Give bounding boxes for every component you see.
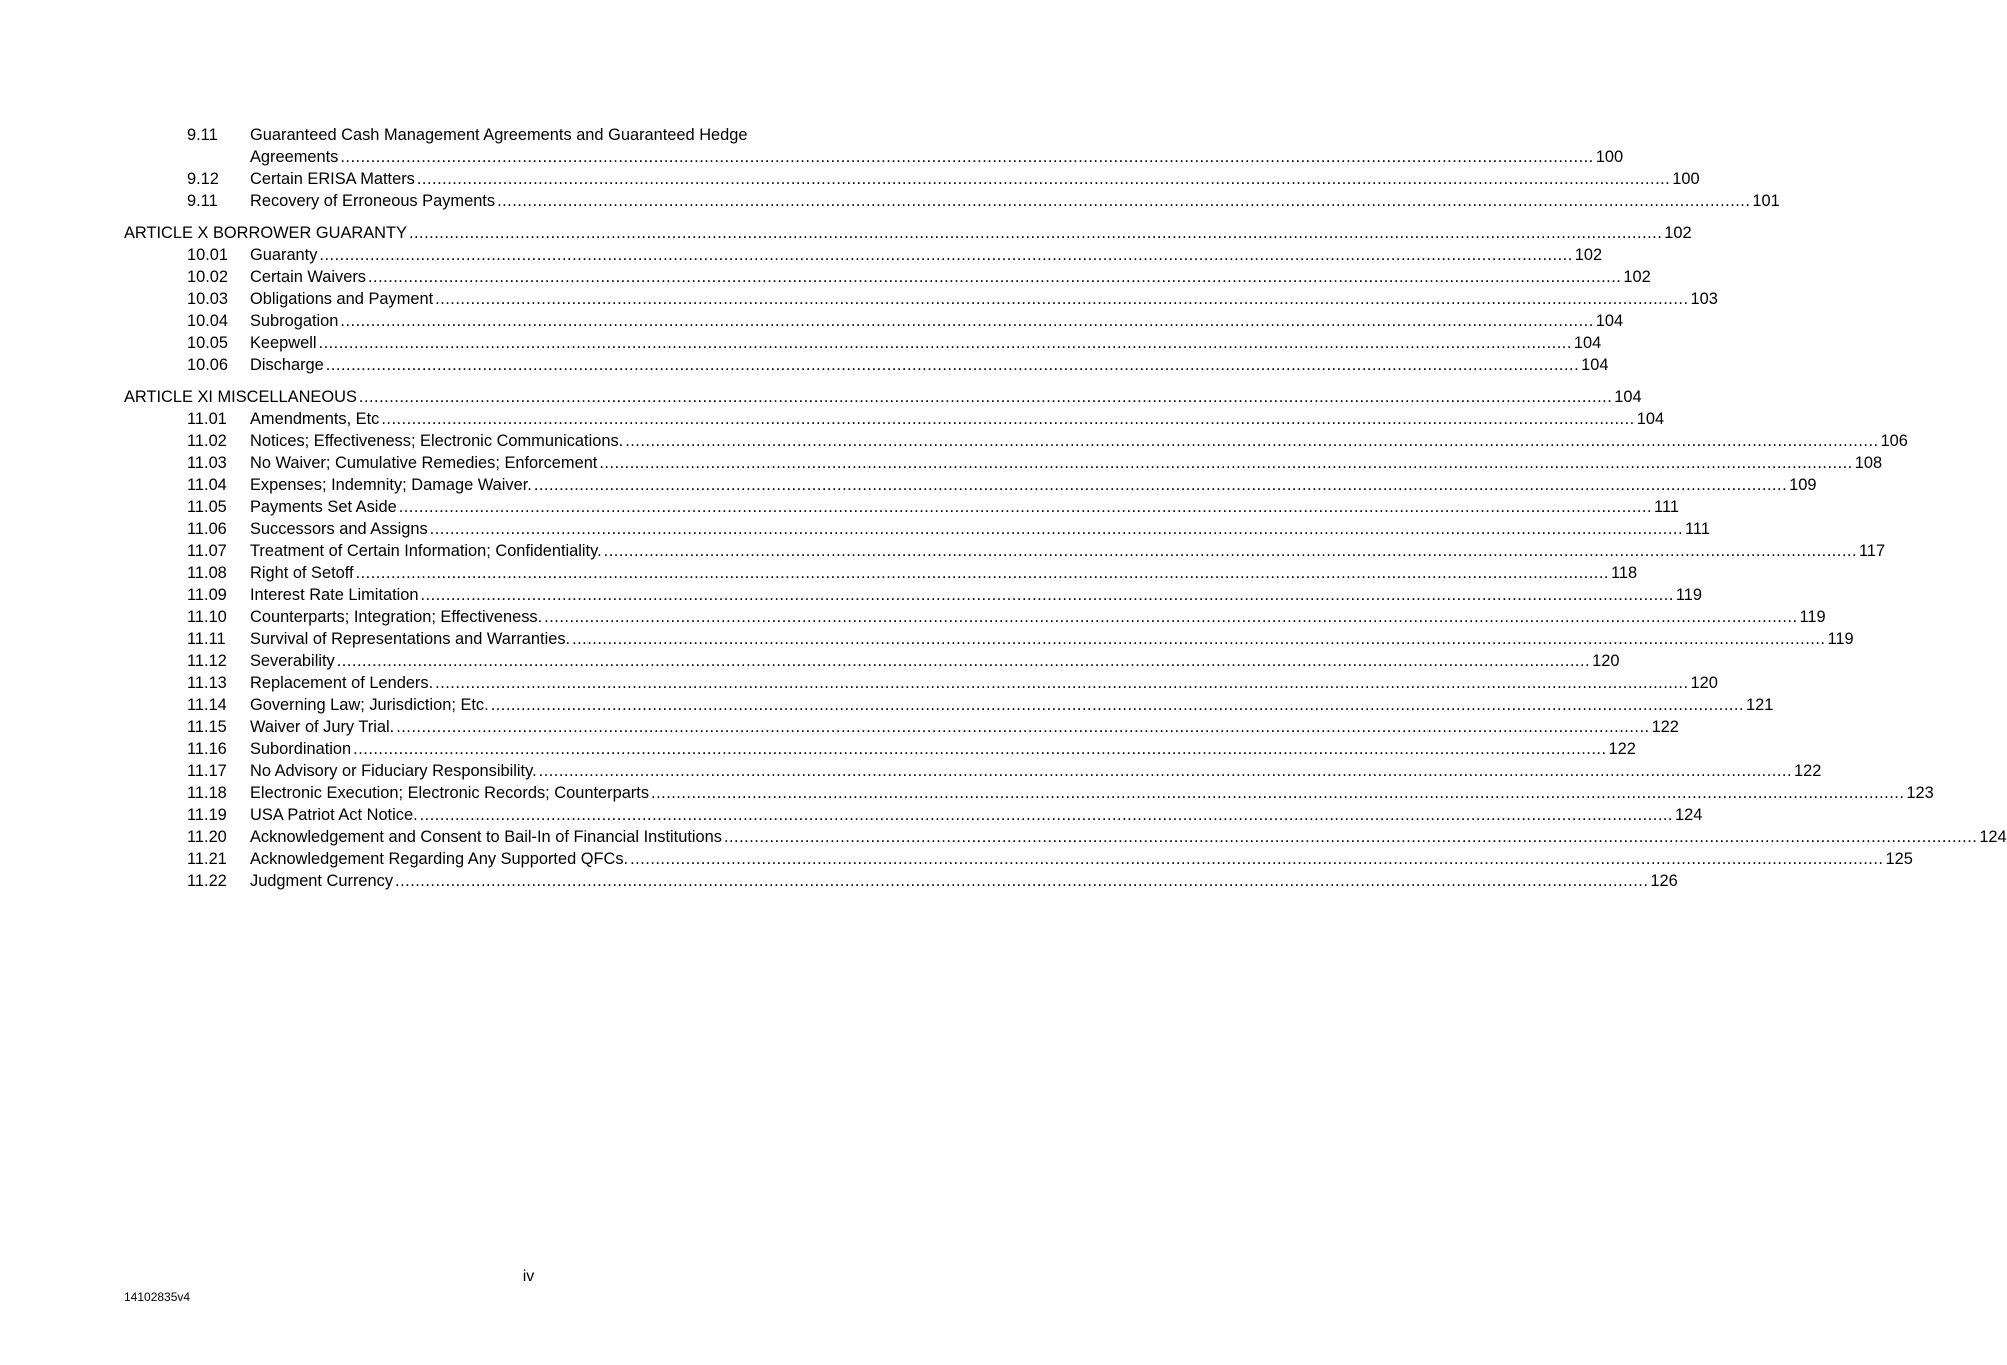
toc-entry-number: 11.04 — [187, 476, 227, 494]
toc-entry-page: 117 — [1859, 542, 1886, 560]
toc-entry[interactable] — [124, 190, 1780, 212]
toc-entry[interactable] — [124, 310, 1624, 332]
toc-entry[interactable] — [124, 332, 1602, 354]
page-number: iv — [522, 1268, 535, 1285]
toc-entry-page: 124 — [1674, 806, 1703, 824]
toc-entry-title: Keepwell — [250, 334, 317, 352]
toc-entry-page: 103 — [1690, 290, 1718, 308]
toc-entry-page: 108 — [1854, 454, 1883, 472]
toc-entry[interactable] — [124, 244, 1603, 266]
dot-leader — [534, 474, 1787, 496]
toc-entry-title: Guaranteed Cash Management Agreements and Guaranteed Hedge — [250, 126, 748, 144]
toc-entry-number: 11.03 — [187, 454, 227, 472]
dot-leader — [599, 452, 1852, 474]
toc-entry-page: 118 — [1610, 564, 1638, 582]
toc-entry[interactable] — [124, 650, 1620, 672]
dot-leader — [435, 288, 1688, 310]
toc-entry-number: 10.02 — [187, 268, 229, 286]
document-id: 14102835v4 — [124, 1290, 191, 1304]
toc-entry-number: 11.15 — [187, 718, 227, 736]
toc-entry-number: 11.10 — [187, 608, 227, 626]
toc-entry-page: 126 — [1650, 872, 1678, 890]
article-page: 102 — [1664, 224, 1692, 242]
toc-entry-title: Agreements — [250, 148, 339, 166]
toc-entry-page: 124 — [1979, 828, 2007, 846]
toc-entry-title: Treatment of Certain Information; Confidentiality. — [250, 542, 602, 560]
toc-entry[interactable] — [124, 496, 1679, 518]
dot-leader — [395, 870, 1648, 892]
dot-leader — [630, 848, 1883, 870]
toc-entry[interactable] — [124, 168, 1700, 190]
dot-leader — [572, 628, 1825, 650]
toc-entry[interactable] — [124, 694, 1774, 716]
toc-entry-title: Subrogation — [250, 312, 339, 330]
dot-leader — [651, 782, 1904, 804]
toc-entry-number: 11.11 — [187, 630, 226, 648]
toc-entry[interactable] — [124, 738, 1636, 760]
toc-entry-page: 111 — [1685, 520, 1710, 538]
toc-entry-title: Successors and Assigns — [250, 520, 428, 538]
toc-entry-title: Governing Law; Jurisdiction; Etc. — [250, 696, 489, 714]
toc-entry[interactable] — [124, 826, 2007, 848]
dot-leader — [353, 738, 1606, 760]
toc-entry-number: 11.01 — [187, 410, 227, 428]
toc-entry[interactable] — [124, 782, 1934, 804]
dot-leader — [421, 584, 1674, 606]
toc-entry-number: 11.13 — [187, 674, 227, 692]
dot-leader — [430, 518, 1683, 540]
dot-leader — [497, 190, 1750, 212]
article-title: ARTICLE XI MISCELLANEOUS — [124, 388, 357, 406]
toc-entry-title: Certain Waivers — [250, 268, 366, 286]
toc-entry[interactable] — [124, 124, 1624, 168]
toc-entry-number: 11.08 — [187, 564, 227, 582]
dot-leader — [340, 310, 1593, 332]
toc-entry-number: 11.19 — [187, 806, 227, 824]
dot-leader — [399, 496, 1652, 518]
toc-entry-page: 122 — [1794, 762, 1822, 780]
toc-entry[interactable] — [124, 474, 1817, 496]
toc-entry-page: 123 — [1906, 784, 1934, 802]
toc-entry-number: 11.09 — [187, 586, 227, 604]
article-title: ARTICLE X BORROWER GUARANTY — [124, 224, 407, 242]
toc-entry-title: USA Patriot Act Notice. — [250, 806, 418, 824]
toc-entry-page: 111 — [1654, 498, 1679, 516]
dot-leader — [604, 540, 1857, 562]
dot-leader — [337, 650, 1590, 672]
toc-entry-page: 122 — [1651, 718, 1679, 736]
dot-leader — [409, 222, 1662, 244]
toc-entry[interactable] — [124, 804, 1703, 826]
toc-entry-page: 109 — [1789, 476, 1817, 494]
toc-entry-number: 9.11 — [187, 192, 218, 210]
toc-entry-title: Waiver of Jury Trial. — [250, 718, 395, 736]
toc-entry-page: 106 — [1880, 432, 1908, 450]
toc-entry-title: Guaranty — [250, 246, 318, 264]
toc-entry[interactable] — [124, 266, 1651, 288]
toc-entry-title: Acknowledgement and Consent to Bail-In of Financial Institutions — [250, 828, 722, 846]
toc-entry-number: 9.11 — [187, 126, 218, 144]
toc-entry[interactable] — [124, 354, 1609, 376]
toc-entry-title: Acknowledgement Regarding Any Supported QFCs. — [250, 850, 629, 868]
toc-section-xi — [124, 408, 2007, 892]
toc-entry-title: Notices; Effectiveness; Electronic Communications. — [250, 432, 624, 450]
toc-entry-title: Recovery of Erroneous Payments — [250, 192, 496, 210]
toc-entry[interactable] — [124, 870, 1678, 892]
toc-article-heading[interactable] — [124, 386, 1642, 408]
toc-entry-title: Amendments, Etc — [250, 410, 380, 428]
toc-entry-title: Certain ERISA Matters — [250, 170, 415, 188]
toc-section-x — [124, 244, 1718, 376]
toc-entry-number: 11.17 — [187, 762, 227, 780]
dot-leader — [356, 562, 1609, 584]
toc-entry-page: 122 — [1608, 740, 1636, 758]
toc-entry[interactable] — [124, 518, 1710, 540]
toc-entry-title: Counterparts; Integration; Effectiveness. — [250, 608, 543, 626]
toc-entry[interactable] — [124, 288, 1718, 310]
toc-entry-number: 11.06 — [187, 520, 227, 538]
dot-leader — [326, 354, 1579, 376]
toc-entry[interactable] — [124, 606, 1826, 628]
toc-entry-title: Expenses; Indemnity; Damage Waiver. — [250, 476, 532, 494]
toc-entry[interactable] — [124, 848, 1913, 870]
dot-leader — [396, 716, 1649, 738]
toc-entry[interactable] — [124, 628, 1854, 650]
table-of-contents — [124, 124, 2007, 892]
toc-entry-title-continued — [250, 146, 1623, 168]
dot-leader — [420, 804, 1673, 826]
dot-leader — [319, 244, 1572, 266]
dot-leader — [340, 146, 1593, 168]
toc-entry-title: Replacement of Lenders. — [250, 674, 434, 692]
toc-entry[interactable] — [124, 408, 1665, 430]
toc-entry[interactable] — [124, 760, 1822, 782]
toc-entry-page: 121 — [1746, 696, 1774, 714]
toc-entry[interactable] — [124, 672, 1718, 694]
toc-entry-page: 104 — [1636, 410, 1665, 428]
dot-leader — [319, 332, 1572, 354]
toc-entry[interactable] — [124, 540, 1886, 562]
toc-entry[interactable] — [124, 562, 1638, 584]
toc-entry-page: 120 — [1690, 674, 1718, 692]
toc-entry-title: Survival of Representations and Warranties. — [250, 630, 571, 648]
toc-entry-number: 11.16 — [187, 740, 227, 758]
toc-entry-title: No Advisory or Fiduciary Responsibility. — [250, 762, 537, 780]
toc-entry-title: Payments Set Aside — [250, 498, 397, 516]
toc-entry-number: 11.14 — [187, 696, 227, 714]
toc-entry-title: Right of Setoff — [250, 564, 354, 582]
toc-entry-number: 10.03 — [187, 290, 229, 308]
toc-entry-title: Discharge — [250, 356, 324, 374]
toc-entry-number: 10.04 — [187, 312, 229, 330]
toc-entry-number: 11.07 — [187, 542, 227, 560]
toc-entry-page: 119 — [1799, 608, 1826, 626]
dot-leader — [539, 760, 1792, 782]
dot-leader — [417, 168, 1670, 190]
toc-entry-title: Judgment Currency — [250, 872, 394, 890]
toc-entry-number: 9.12 — [187, 170, 219, 188]
dot-leader — [625, 430, 1878, 452]
toc-entry-number: 11.02 — [187, 432, 227, 450]
toc-entry-page: 104 — [1573, 334, 1602, 352]
toc-entry-title: Electronic Execution; Electronic Records; Counterparts — [250, 784, 650, 802]
toc-entry-page: 104 — [1581, 356, 1609, 374]
toc-entry-page: 119 — [1827, 630, 1854, 648]
toc-entry[interactable] — [124, 430, 1908, 452]
dot-leader — [544, 606, 1797, 628]
toc-entry-title-wrap — [250, 124, 1623, 168]
toc-entry-page: 100 — [1595, 148, 1624, 166]
toc-entry-title: Obligations and Payment — [250, 290, 434, 308]
toc-entry-number: 11.18 — [187, 784, 227, 802]
toc-entry-page: 100 — [1672, 170, 1700, 188]
toc-entry[interactable] — [124, 716, 1679, 738]
toc-entry-number: 11.22 — [187, 872, 227, 890]
dot-leader — [491, 694, 1744, 716]
dot-leader — [359, 386, 1612, 408]
toc-entry-number: 11.20 — [187, 828, 227, 846]
toc-entry-page: 125 — [1885, 850, 1913, 868]
toc-article-heading[interactable] — [124, 222, 1692, 244]
toc-entry-title: Severability — [250, 652, 335, 670]
toc-entry-title: No Waiver; Cumulative Remedies; Enforcement — [250, 454, 598, 472]
toc-entry-page: 102 — [1623, 268, 1651, 286]
toc-entry-number: 10.01 — [187, 246, 229, 264]
toc-entry-page: 102 — [1574, 246, 1603, 264]
toc-entry-number: 11.05 — [187, 498, 227, 516]
toc-entry-number: 10.06 — [187, 356, 229, 374]
toc-entry-page: 101 — [1752, 192, 1780, 210]
dot-leader — [435, 672, 1688, 694]
dot-leader — [368, 266, 1621, 288]
toc-entry-page: 119 — [1675, 586, 1703, 604]
toc-entry[interactable] — [124, 452, 1883, 474]
article-page: 104 — [1614, 388, 1642, 406]
toc-entry-title: Subordination — [250, 740, 352, 758]
toc-entry[interactable] — [124, 584, 1703, 606]
toc-entry-number: 11.12 — [187, 652, 227, 670]
toc-entry-title: Interest Rate Limitation — [250, 586, 419, 604]
toc-entry-page: 104 — [1595, 312, 1624, 330]
toc-entry-number: 11.21 — [187, 850, 227, 868]
toc-entry-number: 10.05 — [187, 334, 229, 352]
toc-entry-page: 120 — [1592, 652, 1620, 670]
dot-leader — [381, 408, 1634, 430]
dot-leader — [724, 826, 1977, 848]
